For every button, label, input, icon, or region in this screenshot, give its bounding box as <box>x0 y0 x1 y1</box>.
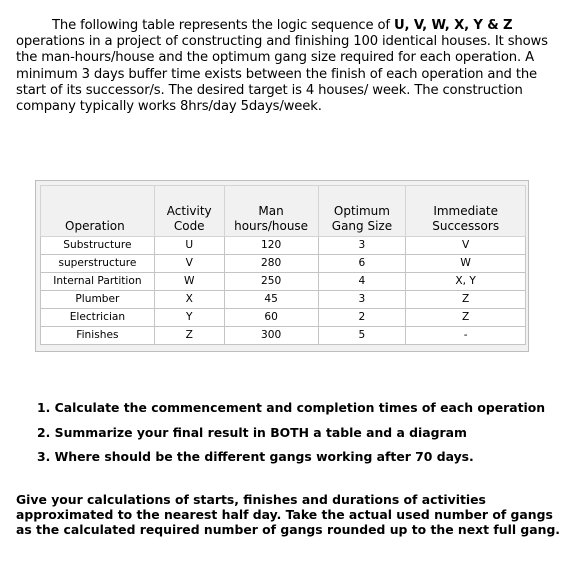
intro-paragraph <box>16 18 561 115</box>
cell-man-hours: 120 <box>224 237 318 255</box>
cell-code: X <box>154 291 224 309</box>
cell-man-hours: 45 <box>224 291 318 309</box>
cell-operation: superstructure <box>41 255 155 273</box>
cell-successors: - <box>406 327 526 345</box>
operations-table <box>40 185 526 345</box>
cell-successors: W <box>406 255 526 273</box>
table-row <box>41 327 526 345</box>
cell-man-hours: 280 <box>224 255 318 273</box>
cell-operation: Internal Partition <box>41 273 155 291</box>
question-item: 3. Where should be the different gangs working after 70 days. <box>37 449 474 464</box>
cell-code: Y <box>154 309 224 327</box>
question-list <box>37 400 545 474</box>
table-row <box>41 291 526 309</box>
cell-successors: Z <box>406 291 526 309</box>
cell-operation: Plumber <box>41 291 155 309</box>
intro-text-before: The following table represents the logic sequence of <box>52 18 394 33</box>
table-row <box>41 309 526 327</box>
header-operation: Operation <box>41 186 155 237</box>
cell-man-hours: 300 <box>224 327 318 345</box>
cell-operation: Finishes <box>41 327 155 345</box>
cell-successors: V <box>406 237 526 255</box>
table-header-row <box>41 186 526 237</box>
question-item: 2. Summarize your final result in BOTH a table and a diagram <box>37 424 467 440</box>
intro-operations-list: U, V, W, X, Y & Z <box>393 18 513 33</box>
cell-man-hours: 60 <box>224 309 318 327</box>
cell-gang-size: 3 <box>318 291 406 309</box>
table-row <box>41 273 526 291</box>
question-item: 1. Calculate the commencement and completion times of each operation <box>37 400 546 415</box>
cell-gang-size: 3 <box>318 237 406 255</box>
header-man-hours: Man hours/house <box>224 186 318 237</box>
header-successors: Immediate Successors <box>406 186 526 237</box>
cell-code: Z <box>154 327 224 345</box>
instructions-note: Give your calculations of starts, finishes and durations of activities approximated to the nearest half day. Take the actual used number of gangs as the calculated required number of gangs rounded up to the next full gang. <box>16 492 561 537</box>
cell-operation: Electrician <box>41 309 155 327</box>
cell-man-hours: 250 <box>224 273 318 291</box>
header-activity-code: Activity Code <box>154 186 224 237</box>
cell-code: U <box>154 237 224 255</box>
cell-code: W <box>154 273 224 291</box>
intro-text-after: operations in a project of constructing and finishing 100 identical houses. It shows the man-hours/house and the optimum gang size required for each operation. A minimum 3 days buffer time exists between the finish of each operation and the start of its successor/s. The desired target is 4 houses/ week. The construction company typically works 8hrs/day 5days/week. <box>16 34 548 115</box>
cell-gang-size: 6 <box>318 255 406 273</box>
table-row <box>41 237 526 255</box>
table-row <box>41 255 526 273</box>
cell-operation: Substructure <box>41 237 155 255</box>
operations-table-frame <box>35 180 529 352</box>
cell-gang-size: 5 <box>318 327 406 345</box>
cell-gang-size: 2 <box>318 309 406 327</box>
cell-successors: X, Y <box>406 273 526 291</box>
cell-code: V <box>154 255 224 273</box>
cell-successors: Z <box>406 309 526 327</box>
header-gang-size: Optimum Gang Size <box>318 186 406 237</box>
cell-gang-size: 4 <box>318 273 406 291</box>
